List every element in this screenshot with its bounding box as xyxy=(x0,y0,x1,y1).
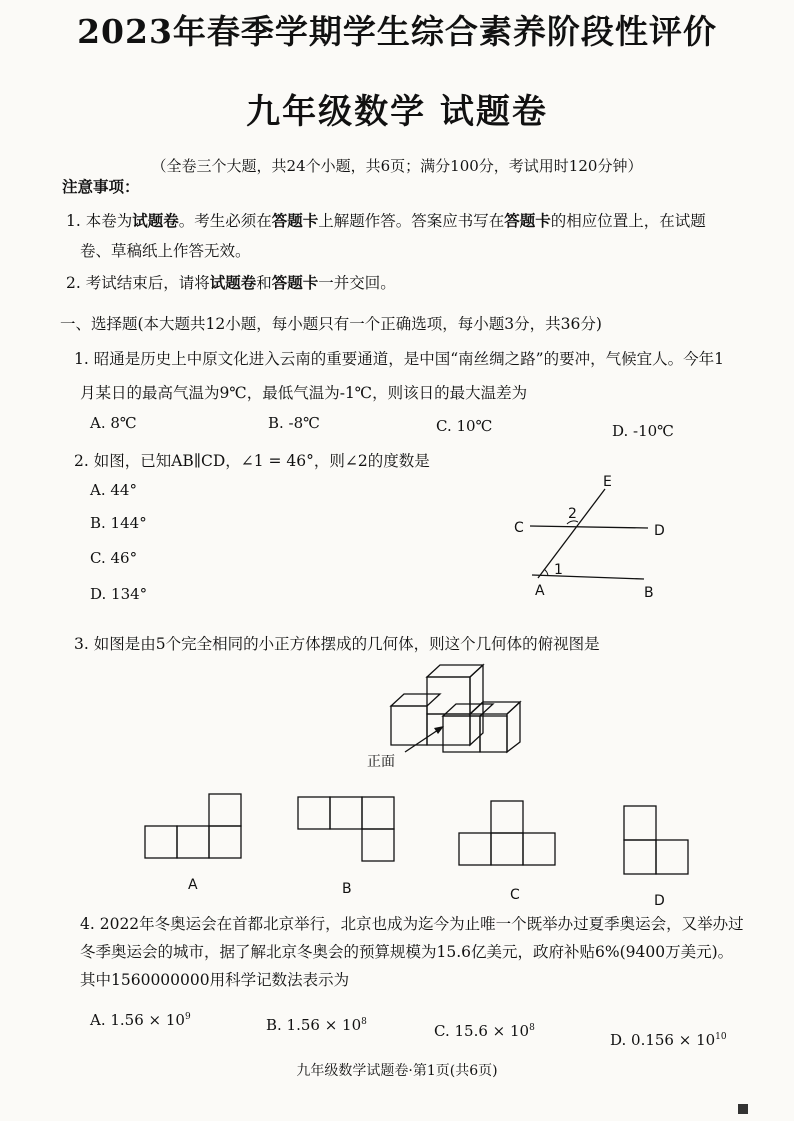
q3-stem: 3. 如图是由5个完全相同的小正方体摆成的几何体，则这个几何体的俯视图是 xyxy=(74,635,600,653)
q1-option-b[interactable]: B. -8℃ xyxy=(268,414,320,432)
q4-option-d[interactable] xyxy=(610,1031,727,1049)
page-footer: 九年级数学试题卷·第1页(共6页) xyxy=(296,1063,498,1079)
exam-info: （全卷三个大题，共24个小题，共6页；满分100分，考试用时120分钟） xyxy=(151,157,643,175)
notice-bold: 试题卷 xyxy=(209,273,257,292)
q2-option-d[interactable]: D. 134° xyxy=(90,585,148,603)
q1-option-d[interactable]: D. -10℃ xyxy=(612,422,674,440)
section-1-heading: 一、选择题(本大题共12小题，每小题只有一个正确选项，每小题3分，共36分) xyxy=(60,315,602,333)
notice-bold: 试题卷 xyxy=(132,211,179,230)
notice-item-1-cont: 卷、草稿纸上作答无效。 xyxy=(80,242,251,260)
label-2: 2 xyxy=(568,506,577,522)
q4-option-d-base: D. 0.156 × 10 xyxy=(610,1031,716,1049)
label-e: E xyxy=(603,474,612,490)
q4-option-b[interactable] xyxy=(266,1016,367,1034)
notice-text: 和 xyxy=(256,274,272,292)
q4-option-b-base: B. 1.56 × 10 xyxy=(266,1016,362,1034)
q4-option-c-exp: 8 xyxy=(529,1023,535,1033)
q3-option-c[interactable]: C xyxy=(510,887,520,903)
q4-stem-line3: 其中1560000000用科学记数法表示为 xyxy=(80,971,350,989)
exam-title: 2023年春季学期学生综合素养阶段性评价 xyxy=(77,12,717,51)
q2-option-b[interactable]: B. 144° xyxy=(90,514,147,532)
q4-option-c-base: C. 15.6 × 10 xyxy=(434,1022,530,1040)
q1-stem-line2: 月某日的最高气温为9℃，最低气温为-1℃，则该日的最大温差为 xyxy=(80,384,528,402)
q4-stem-line1: 4. 2022年冬奥运会在首都北京举行，北京也成为迄今为止唯一个既举办过夏季奥运会，又举办过 xyxy=(80,915,744,933)
label-c: C xyxy=(514,520,524,536)
label-1: 1 xyxy=(554,562,563,578)
exam-subtitle: 九年级数学 试题卷 xyxy=(246,92,548,132)
q2-stem: 2. 如图，已知AB∥CD，∠1 = 46°，则∠2的度数是 xyxy=(74,452,430,470)
q3-option-a[interactable]: A xyxy=(188,877,198,893)
q4-option-d-exp: 10 xyxy=(715,1032,727,1042)
notice-text: 的相应位置上，在试题 xyxy=(550,212,706,230)
notice-text: 上解题作答。答案应书写在 xyxy=(318,212,505,230)
notice-bold: 答题卡 xyxy=(271,273,319,292)
q2-option-c[interactable]: C. 46° xyxy=(90,549,138,567)
label-b: B xyxy=(644,585,654,601)
q4-stem-line2: 冬季奥运会的城市，据了解北京冬奥会的预算规模为15.6亿美元，政府补贴6%(9400万美元)。 xyxy=(80,943,734,961)
q4-option-a-base: A. 1.56 × 10 xyxy=(90,1011,185,1029)
q1-stem-line1: 1. 昭通是历史上中原文化进入云南的重要通道，是中国“南丝绸之路”的要冲，气候宜人。今年1 xyxy=(74,350,724,368)
notice-bold: 答题卡 xyxy=(271,211,319,230)
q1-option-c[interactable]: C. 10℃ xyxy=(436,417,493,435)
label-d: D xyxy=(654,523,665,539)
q4-option-b-exp: 8 xyxy=(361,1017,367,1027)
notice-text: 2. 考试结束后，请将 xyxy=(66,274,210,292)
q4-option-a-exp: 9 xyxy=(184,1012,191,1022)
front-label: 正面 xyxy=(367,754,395,770)
notice-text: 。考生必须在 xyxy=(178,212,272,230)
notice-text: 一并交回。 xyxy=(318,274,396,292)
qr-code-icon xyxy=(738,1104,748,1114)
notice-heading: 注意事项： xyxy=(62,177,140,196)
q4-option-a[interactable] xyxy=(90,1011,191,1029)
q2-option-a[interactable]: A. 44° xyxy=(90,481,137,499)
notice-bold: 答题卡 xyxy=(504,211,551,230)
q3-option-b[interactable]: B xyxy=(342,881,352,897)
notice-text: 1. 本卷为 xyxy=(66,212,133,230)
label-a: A xyxy=(535,583,545,599)
q3-option-d[interactable]: D xyxy=(654,893,665,909)
q1-option-a[interactable]: A. 8℃ xyxy=(90,414,137,432)
q4-option-c[interactable] xyxy=(434,1022,535,1040)
